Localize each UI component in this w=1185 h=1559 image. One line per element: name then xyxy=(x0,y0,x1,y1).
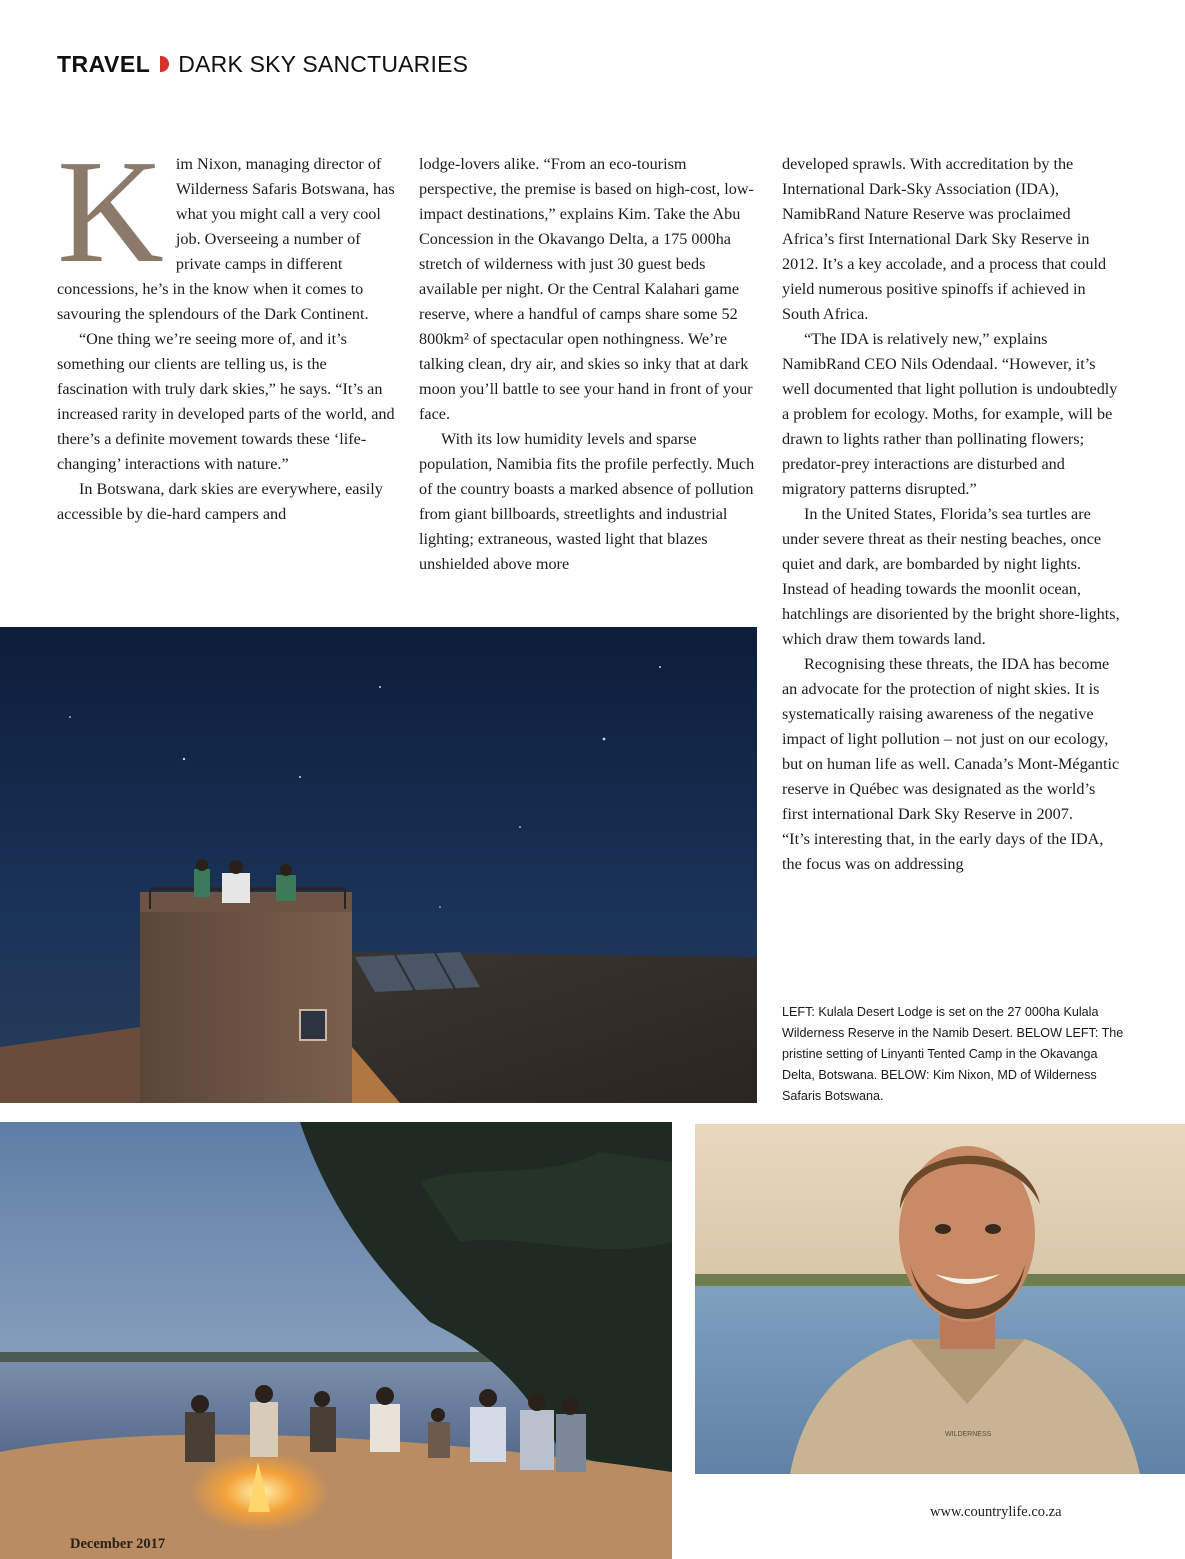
section-header xyxy=(57,49,468,79)
section-title: DARK SKY SANCTUARIES xyxy=(178,50,469,77)
article-column-3 xyxy=(782,152,1120,877)
paragraph: With its low humidity levels and sparse population, Namibia fits the profile perfectly. Much of the country boasts a marked absence of pollution from giant billboards, streetlights and industrial lighting; extraneous, wasted light that blazes unshielded above more xyxy=(419,430,755,573)
paragraph: lodge-lovers alike. “From an eco-tourism perspective, the premise is based on high-cost, low-impact destinations,” explains Kim. Take the Abu Concession in the Okavango Delta, a 175 000ha stretch of wilderness with just 30 guest beds available per night. Or the Central Kalahari game reserve, where a handful of camps share some 52 800km² of spectacular open nothingness. We’re talking clean, dry air, and skies so inky that at dark moon you’ll battle to see your hand in front of your face. xyxy=(419,155,754,423)
paragraph xyxy=(57,130,395,327)
drop-cap: K xyxy=(57,130,164,294)
website-url[interactable]: www.countrylife.co.za xyxy=(930,1504,1062,1520)
photo-desert-lodge-night xyxy=(0,627,757,1103)
issue-date: December 2017 xyxy=(70,1536,166,1552)
photo-kim-nixon-portrait xyxy=(695,1124,1185,1474)
paragraph-text: im Nixon, managing director of Wilderness Safaris Botswana, has what you might call a very cool job. Overseeing a number of private camps in different concessions, he’s in the know when it comes to savouring the splendours of the Dark Continent. xyxy=(57,155,395,323)
paragraph: In Botswana, dark skies are everywhere, easily accessible by die-hard campers and xyxy=(57,480,383,523)
paragraph: Recognising these threats, the IDA has become an advocate for the protection of night skies. It is systematically raising awareness of the negative impact of light pollution – not just on our ecology, but on human life as well. Canada’s Mont-Mégantic reserve in Québec was designated as the world’s first international Dark Sky Reserve in 2007. xyxy=(782,655,1120,823)
paragraph: “One thing we’re seeing more of, and it’s something our clients are telling us, is the fascination with truly dark skies,” he says. “It’s an increased rarity in developed parts of the world, and there’s a definite movement towards these ‘life-changing’ interactions with nature.” xyxy=(57,330,395,473)
article-column-1 xyxy=(57,130,395,527)
section-marker-icon xyxy=(160,56,169,72)
paragraph: “It’s interesting that, in the early days of the IDA, the focus was on addressing xyxy=(782,830,1104,873)
shirt-logo: WILDERNESS xyxy=(945,1431,992,1438)
photo-caption: LEFT: Kulala Desert Lodge is set on the 27 000ha Kulala Wilderness Reserve in the Namib Desert. BELOW LEFT: The pristine setting of Linyanti Tented Camp in the Okavanga Delta, Botswana. BELOW: Kim Nixon, MD of Wilderness Safaris Botswana. xyxy=(782,1005,1124,1103)
section-label: TRAVEL xyxy=(57,50,151,77)
paragraph: developed sprawls. With accreditation by the International Dark-Sky Association (IDA), NamibRand Nature Reserve was proclaimed Africa’s first International Dark Sky Reserve in 2012. It’s a key accolade, and a process that could yield numerous positive spinoffs if achieved in South Africa. xyxy=(782,155,1107,323)
paragraph: “The IDA is relatively new,” explains NamibRand CEO Nils Odendaal. “However, it’s well documented that light pollution is undoubtedly a problem for ecology. Moths, for example, will be drawn to lights rather than pollinating flowers; predator-prey interactions are disturbed and migratory patterns disrupted.” xyxy=(782,330,1118,498)
paragraph: In the United States, Florida’s sea turtles are under severe threat as their nesting beaches, once quiet and dark, are bombarded by night lights. Instead of heading towards the moonlit ocean, hatchlings are disoriented by the bright shore-lights, which draw them towards land. xyxy=(782,505,1120,648)
article-column-2 xyxy=(419,152,757,577)
photo-campfire-linyanti xyxy=(0,1122,672,1559)
